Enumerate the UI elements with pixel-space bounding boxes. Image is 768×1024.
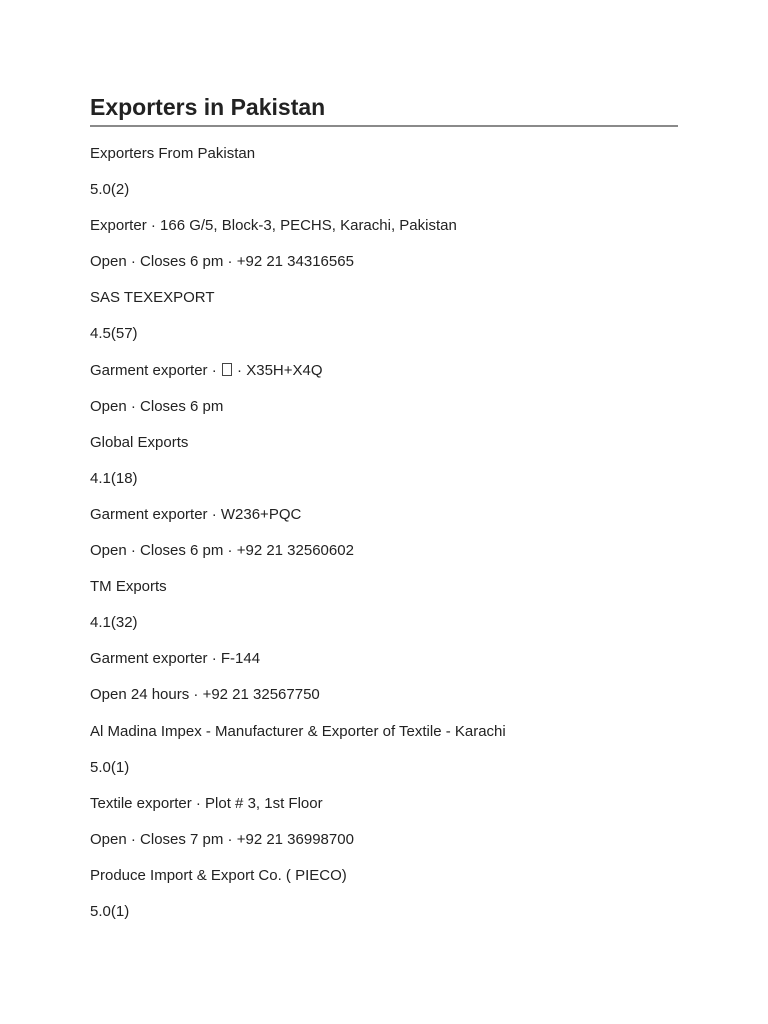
listing-rating: 4.1(32) xyxy=(90,614,138,632)
listing-hours-phone: Open · Closes 7 pm · +92 21 36998700 xyxy=(90,830,354,848)
listing-hours-phone: Open · Closes 6 pm xyxy=(90,397,224,415)
listing-name: Exporters From Pakistan xyxy=(90,145,256,162)
page-title: Exporters in Pakistan xyxy=(90,94,326,120)
listing-name: TM Exports xyxy=(90,578,167,596)
listing-name: Global Exports xyxy=(90,433,189,451)
listing-rating: 4.1(18) xyxy=(90,469,138,487)
listing-hours-phone: Open · Closes 6 pm · +92 21 32560602 xyxy=(90,542,354,560)
listing-name: Produce Import & Export Co. ( PIECO) xyxy=(90,866,347,884)
listing-category-address: Textile exporter · Plot # 3, 1st Floor xyxy=(90,794,323,812)
listing-lines xyxy=(90,144,506,938)
listing-rating: 4.5(57) xyxy=(90,325,138,343)
listing-name: SAS TEXEXPORT xyxy=(90,289,215,307)
listing-hours-phone: Open 24 hours · +92 21 32567750 xyxy=(90,686,320,704)
listing-rating: 5.0(2) xyxy=(90,181,130,199)
listing-category-text: Garment exporter · xyxy=(90,361,221,379)
listing-rating: 5.0(1) xyxy=(90,902,130,920)
listing-category-address xyxy=(90,361,506,397)
listing-category-address: Garment exporter · W236+PQC xyxy=(90,505,302,523)
listing-hours-phone: Open · Closes 6 pm · +92 21 34316565 xyxy=(90,253,354,271)
listing-category-address: Garment exporter · F-144 xyxy=(90,650,261,668)
title-underline xyxy=(90,125,678,127)
missing-glyph-icon xyxy=(222,363,232,376)
listing-rating: 5.0(1) xyxy=(90,758,130,776)
listing-name: Al Madina Impex - Manufacturer & Exporter of Textile - Karachi xyxy=(90,722,506,740)
listing-plus-code: · X35H+X4Q xyxy=(232,361,323,379)
listing-category-address: Exporter · 166 G/5, Block-3, PECHS, Karachi, Pakistan xyxy=(90,217,457,235)
